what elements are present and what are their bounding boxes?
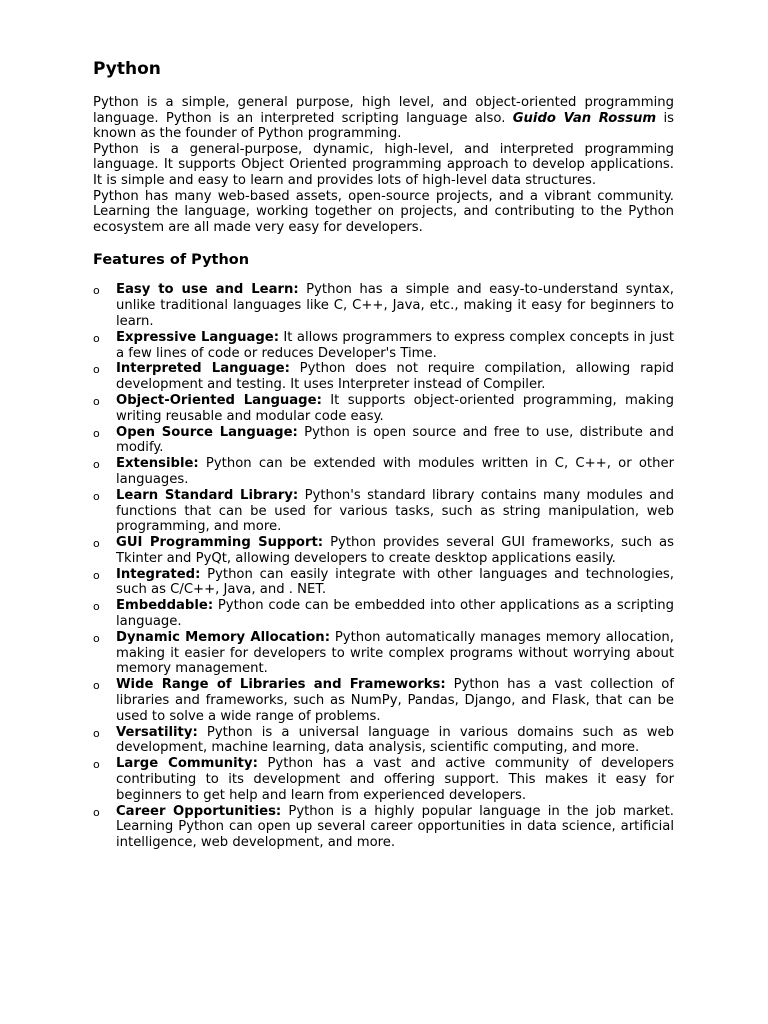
page-title: Python	[93, 59, 161, 79]
document-page	[93, 58, 674, 851]
feature-description: Python does not require compilation, allowing rapid development and testing. It uses Interpreter instead of Compiler.	[116, 361, 674, 393]
bullet-icon: o	[93, 679, 100, 693]
feature-term: Object-Oriented Language:	[116, 392, 322, 408]
bullet-icon: o	[93, 394, 100, 408]
feature-term: Wide Range of Libraries and Frameworks:	[116, 677, 446, 693]
list-item	[93, 725, 674, 757]
list-item	[93, 488, 674, 535]
feature-description: Python code can be embedded into other applications as a scripting language.	[116, 598, 674, 630]
feature-description: Python has a simple and easy-to-understand syntax, unlike traditional languages like C, C++, Java, etc., making it easy for beginners to learn.	[116, 282, 675, 329]
feature-term: Extensible:	[116, 456, 199, 472]
feature-description: Python automatically manages memory allocation, making it easier for developers to write complex programs without worrying about memory management.	[116, 629, 674, 677]
list-item	[93, 361, 674, 393]
feature-term: Dynamic Memory Allocation:	[116, 629, 330, 645]
feature-term: Open Source Language:	[116, 424, 298, 440]
feature-description: Python provides several GUI frameworks, such as Tkinter and PyQt, allowing developers to create desktop applications easily.	[116, 535, 674, 566]
list-item	[93, 425, 674, 457]
bullet-icon: o	[93, 331, 100, 345]
list-item	[93, 535, 674, 567]
feature-description: Python is a highly popular language in the job market. Learning Python can open up several career opportunities in data science, artificial intelligence, web development, and more.	[116, 803, 674, 851]
list-item	[93, 282, 674, 329]
bullet-icon: o	[93, 600, 100, 614]
intro-paragraph-2: Python is a general-purpose, dynamic, high-level, and interpreted programming language. It supports Object Oriented programming approach to develop applications. It is simple and easy to learn and provides lots of high-level data structures.	[93, 141, 674, 188]
intro-paragraph-3: Python has many web-based assets, open-source projects, and a vibrant community. Learning the language, working together on projects, and contributing to the Python ecosystem are all made very easy for developers.	[93, 188, 674, 235]
feature-term: Career Opportunities:	[116, 803, 282, 819]
bullet-icon: o	[93, 537, 100, 551]
feature-term: Easy to use and Learn:	[116, 282, 299, 298]
feature-description: It supports object-oriented programming, making writing reusable and modular code easy.	[116, 392, 674, 424]
intro-section	[93, 95, 674, 235]
list-item	[93, 456, 674, 488]
bullet-icon: o	[93, 631, 100, 645]
intro-paragraph-1	[93, 95, 674, 142]
feature-description: Python has a vast collection of libraries and frameworks, such as NumPy, Pandas, Django, and Flask, that can be used to solve a wide range of problems.	[116, 677, 674, 724]
list-item	[93, 393, 674, 425]
bullet-icon: o	[93, 426, 100, 440]
bullet-icon: o	[93, 458, 100, 472]
list-item	[93, 567, 674, 599]
bullet-icon: o	[93, 363, 100, 377]
feature-term: Embeddable:	[116, 598, 214, 614]
list-item	[93, 677, 674, 724]
feature-description: Python is open source and free to use, distribute and modify.	[116, 424, 674, 456]
list-item	[93, 630, 674, 677]
feature-term: Integrated:	[116, 566, 201, 582]
bullet-icon: o	[93, 805, 100, 819]
list-item	[93, 330, 674, 362]
list-item	[93, 756, 674, 803]
list-item	[93, 598, 674, 630]
feature-term: Interpreted Language:	[116, 361, 290, 377]
bullet-icon: o	[93, 758, 100, 772]
bullet-icon: o	[93, 489, 100, 503]
feature-term: GUI Programming Support:	[116, 535, 324, 551]
feature-description: Python can easily integrate with other languages and technologies, such as C/C++, Java, and . NET.	[116, 566, 674, 598]
bullet-icon: o	[93, 726, 100, 740]
feature-term: Versatility:	[116, 724, 198, 740]
founder-name: Guido Van Rossum	[512, 110, 657, 126]
feature-term: Learn Standard Library:	[116, 487, 299, 503]
feature-description: Python's standard library contains many modules and functions that can be used for various tasks, such as string manipulation, web programming, and more.	[116, 487, 674, 535]
feature-term: Large Community:	[116, 756, 258, 772]
feature-term: Expressive Language:	[116, 329, 280, 345]
intro-paragraph-1-start: Python is a simple, general purpose, high level, and object-oriented programming language. Python is an interpreted scripting language also.	[93, 95, 674, 126]
feature-description: Python can be extended with modules written in C, C++, or other languages.	[116, 456, 674, 487]
feature-description: Python is a universal language in various domains such as web development, machine learning, data analysis, scientific computing, and more.	[116, 724, 674, 756]
features-list	[93, 282, 674, 851]
list-item	[93, 804, 674, 851]
feature-description: Python has a vast and active community of developers contributing to its development and offering support. This makes it easy for beginners to get help and learn from experienced developers.	[116, 756, 675, 803]
features-heading: Features of Python	[93, 252, 250, 269]
feature-description: It allows programmers to express complex concepts in just a few lines of code or reduces Developer's Time.	[116, 329, 674, 361]
intro-paragraph-1-end: is known as the founder of Python programming.	[93, 110, 674, 142]
bullet-icon: o	[93, 284, 100, 298]
bullet-icon: o	[93, 568, 100, 582]
